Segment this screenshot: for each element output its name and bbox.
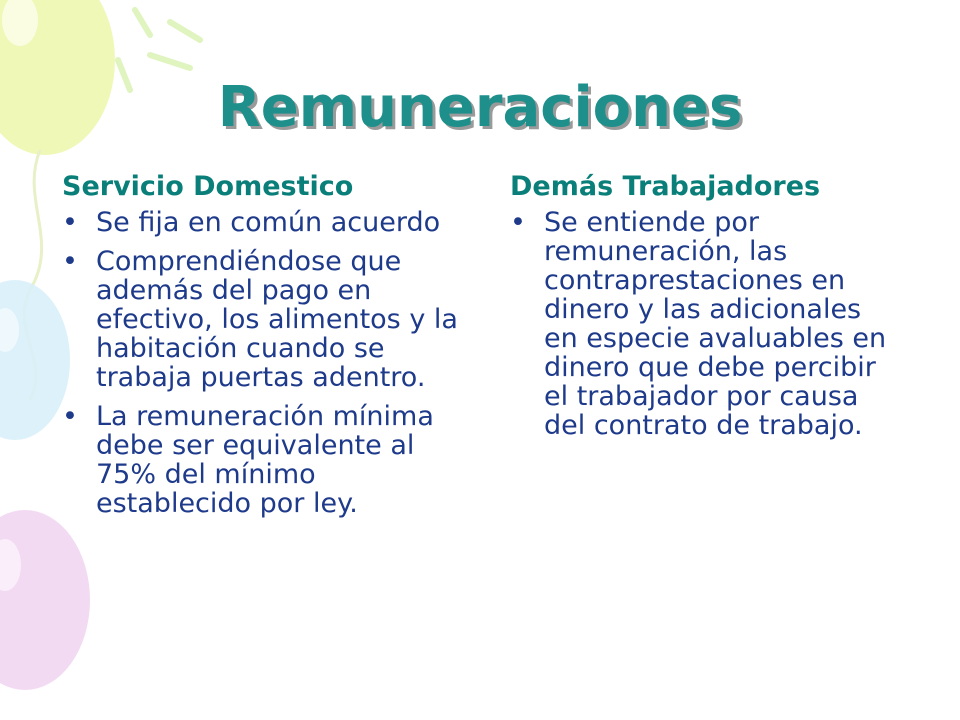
bullet-icon: • <box>62 401 78 432</box>
list-item-text: Se entiende por remuneración, las contraprestaciones en dinero y las adicionales en especie avaluables en dinero que debe percibir el trabajador por causa del contrato de trabajo. <box>544 207 887 441</box>
left-column-heading: Servicio Domestico <box>62 171 354 202</box>
list-item-text: Comprendiéndose que además del pago en efectivo, los alimentos y la habitación cuando se trabaja puertas adentro. <box>96 246 458 393</box>
left-bullet-list <box>62 208 462 518</box>
right-column-heading: Demás Trabajadores <box>510 171 821 202</box>
pink-balloon-icon <box>0 510 90 690</box>
list-item <box>510 208 898 440</box>
list-item <box>62 208 462 237</box>
blue-balloon-icon <box>0 280 70 440</box>
left-column <box>62 172 462 528</box>
bullet-icon: • <box>62 246 78 277</box>
list-item-text: Se fija en común acuerdo <box>96 207 441 238</box>
bullet-icon: • <box>62 207 78 238</box>
right-column <box>510 172 898 450</box>
list-item-text: La remuneración mínima debe ser equivalente al 75% del mínimo establecido por ley. <box>96 401 434 519</box>
list-item <box>62 247 462 392</box>
bullet-icon: • <box>510 207 526 238</box>
right-bullet-list <box>510 208 898 440</box>
slide-title: Remuneraciones <box>217 75 743 140</box>
list-item <box>62 402 462 518</box>
